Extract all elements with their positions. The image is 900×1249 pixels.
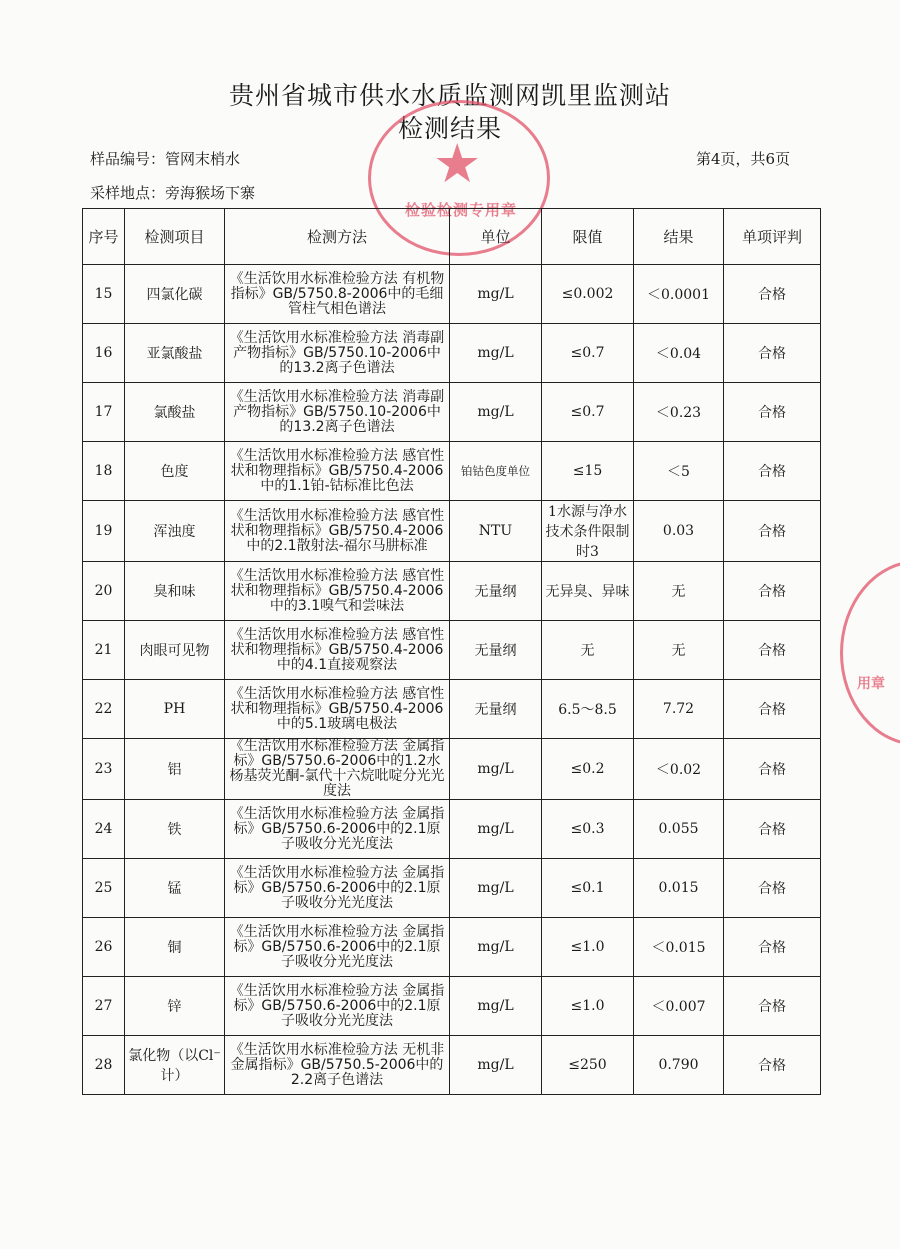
cell-method: 《生活饮用水标准检验方法 金属指标》GB/5750.6-2006中的2.1原子吸收分光光度法 xyxy=(225,859,450,918)
table-row xyxy=(83,383,821,442)
cell-item: 浑浊度 xyxy=(125,501,225,562)
cell-item: 锰 xyxy=(125,859,225,918)
cell-item: 铁 xyxy=(125,800,225,859)
table-row xyxy=(83,800,821,859)
header-item: 检测项目 xyxy=(125,209,225,265)
header-result: 结果 xyxy=(634,209,724,265)
cell-no: 23 xyxy=(83,739,125,800)
cell-no: 25 xyxy=(83,859,125,918)
cell-no: 20 xyxy=(83,562,125,621)
cell-unit: mg/L xyxy=(450,800,542,859)
cell-verdict: 合格 xyxy=(724,265,821,324)
cell-verdict: 合格 xyxy=(724,739,821,800)
cell-method: 《生活饮用水标准检验方法 金属指标》GB/5750.6-2006中的2.1原子吸收分光光度法 xyxy=(225,800,450,859)
cell-method: 《生活饮用水标准检验方法 消毒副产物指标》GB/5750.10-2006中的13.2离子色谱法 xyxy=(225,324,450,383)
partial-seal xyxy=(840,560,900,746)
cell-unit: mg/L xyxy=(450,859,542,918)
cell-verdict: 合格 xyxy=(724,680,821,739)
seal-star-icon: ★ xyxy=(433,132,482,195)
sampling-location-value: 旁海猴场下寨 xyxy=(165,184,256,202)
cell-verdict: 合格 xyxy=(724,324,821,383)
table-row xyxy=(83,324,821,383)
results-table xyxy=(82,208,821,1095)
cell-limit: 无 xyxy=(542,621,634,680)
cell-method: 《生活饮用水标准检验方法 金属指标》GB/5750.6-2006中的1.2水杨基荧光酮-氯代十六烷吡啶分光光度法 xyxy=(225,739,450,800)
table-row xyxy=(83,918,821,977)
cell-no: 28 xyxy=(83,1036,125,1095)
cell-item: 氯化物（以Cl⁻计） xyxy=(125,1036,225,1095)
cell-limit: ≤1.0 xyxy=(542,977,634,1036)
cell-limit: ≤0.002 xyxy=(542,265,634,324)
table-row xyxy=(83,1036,821,1095)
cell-method: 《生活饮用水标准检验方法 有机物指标》GB/5750.8-2006中的毛细管柱气相色谱法 xyxy=(225,265,450,324)
table-row xyxy=(83,739,821,800)
cell-no: 26 xyxy=(83,918,125,977)
table-row xyxy=(83,621,821,680)
cell-unit: 无量纲 xyxy=(450,621,542,680)
cell-limit: ≤0.7 xyxy=(542,324,634,383)
table-row xyxy=(83,442,821,501)
cell-verdict: 合格 xyxy=(724,501,821,562)
cell-result: ＜0.23 xyxy=(634,383,724,442)
cell-item: PH xyxy=(125,680,225,739)
cell-unit: mg/L xyxy=(450,977,542,1036)
cell-limit: ≤0.3 xyxy=(542,800,634,859)
cell-result: 0.055 xyxy=(634,800,724,859)
cell-method: 《生活饮用水标准检验方法 感官性状和物理指标》GB/5750.4-2006中的5.1玻璃电极法 xyxy=(225,680,450,739)
cell-item: 铜 xyxy=(125,918,225,977)
cell-no: 16 xyxy=(83,324,125,383)
cell-verdict: 合格 xyxy=(724,918,821,977)
cell-no: 24 xyxy=(83,800,125,859)
cell-unit: mg/L xyxy=(450,324,542,383)
cell-no: 22 xyxy=(83,680,125,739)
cell-unit: mg/L xyxy=(450,739,542,800)
cell-unit: 无量纲 xyxy=(450,562,542,621)
cell-result: ＜0.015 xyxy=(634,918,724,977)
cell-result: 无 xyxy=(634,562,724,621)
cell-method: 《生活饮用水标准检验方法 金属指标》GB/5750.6-2006中的2.1原子吸收分光光度法 xyxy=(225,977,450,1036)
sample-number-label: 样品编号： xyxy=(90,150,166,168)
cell-result: ＜0.007 xyxy=(634,977,724,1036)
report-title: 贵州省城市供水水质监测网凯里监测站 xyxy=(228,81,671,110)
header-unit: 单位 xyxy=(450,209,542,265)
partial-seal-text: 用章 xyxy=(857,676,885,692)
report-subtitle: 检测结果 xyxy=(397,114,502,143)
cell-verdict: 合格 xyxy=(724,442,821,501)
cell-limit: ≤0.1 xyxy=(542,859,634,918)
cell-item: 铝 xyxy=(125,739,225,800)
cell-unit: mg/L xyxy=(450,383,542,442)
table-row xyxy=(83,562,821,621)
cell-unit: mg/L xyxy=(450,918,542,977)
sample-number xyxy=(90,148,240,169)
cell-limit: ≤1.0 xyxy=(542,918,634,977)
cell-method: 《生活饮用水标准检验方法 无机非金属指标》GB/5750.5-2006中的2.2离子色谱法 xyxy=(225,1036,450,1095)
page-info: 第4页，共6页 xyxy=(696,150,791,168)
cell-method: 《生活饮用水标准检验方法 感官性状和物理指标》GB/5750.4-2006中的3.1嗅气和尝味法 xyxy=(225,562,450,621)
sampling-location xyxy=(90,182,255,203)
cell-item: 亚氯酸盐 xyxy=(125,324,225,383)
header-verdict: 单项评判 xyxy=(724,209,821,265)
table-row xyxy=(83,501,821,562)
cell-result: ＜0.02 xyxy=(634,739,724,800)
table-row xyxy=(83,265,821,324)
cell-no: 17 xyxy=(83,383,125,442)
cell-no: 21 xyxy=(83,621,125,680)
cell-unit: NTU xyxy=(450,501,542,562)
cell-result: 0.015 xyxy=(634,859,724,918)
cell-limit: ≤250 xyxy=(542,1036,634,1095)
cell-no: 15 xyxy=(83,265,125,324)
cell-result: 0.790 xyxy=(634,1036,724,1095)
table-row xyxy=(83,977,821,1036)
cell-method: 《生活饮用水标准检验方法 感官性状和物理指标》GB/5750.4-2006中的4.1直接观察法 xyxy=(225,621,450,680)
cell-limit: ≤15 xyxy=(542,442,634,501)
cell-result: 无 xyxy=(634,621,724,680)
cell-no: 18 xyxy=(83,442,125,501)
cell-unit: 无量纲 xyxy=(450,680,542,739)
seal-text: 检验检测专用章 xyxy=(404,201,517,219)
cell-verdict: 合格 xyxy=(724,383,821,442)
sample-number-value: 管网末梢水 xyxy=(165,150,241,168)
cell-limit: ≤0.7 xyxy=(542,383,634,442)
cell-item: 肉眼可见物 xyxy=(125,621,225,680)
header-limit: 限值 xyxy=(542,209,634,265)
cell-method: 《生活饮用水标准检验方法 消毒副产物指标》GB/5750.10-2006中的13.2离子色谱法 xyxy=(225,383,450,442)
table-row xyxy=(83,680,821,739)
cell-no: 19 xyxy=(83,501,125,562)
cell-item: 臭和味 xyxy=(125,562,225,621)
cell-verdict: 合格 xyxy=(724,859,821,918)
cell-method: 《生活饮用水标准检验方法 感官性状和物理指标》GB/5750.4-2006中的1.1铂-钴标准比色法 xyxy=(225,442,450,501)
cell-unit: mg/L xyxy=(450,265,542,324)
cell-limit: 无异臭、异味 xyxy=(542,562,634,621)
cell-verdict: 合格 xyxy=(724,621,821,680)
cell-verdict: 合格 xyxy=(724,562,821,621)
cell-unit: 铂钴色度单位 xyxy=(450,442,542,501)
cell-no: 27 xyxy=(83,977,125,1036)
cell-result: 7.72 xyxy=(634,680,724,739)
cell-unit: mg/L xyxy=(450,1036,542,1095)
header-method: 检测方法 xyxy=(225,209,450,265)
cell-limit: 1水源与净水技术条件限制时3 xyxy=(542,501,634,562)
cell-item: 氯酸盐 xyxy=(125,383,225,442)
table-row xyxy=(83,859,821,918)
cell-method: 《生活饮用水标准检验方法 金属指标》GB/5750.6-2006中的2.1原子吸收分光光度法 xyxy=(225,918,450,977)
cell-item: 四氯化碳 xyxy=(125,265,225,324)
cell-verdict: 合格 xyxy=(724,1036,821,1095)
cell-method: 《生活饮用水标准检验方法 感官性状和物理指标》GB/5750.4-2006中的2.1散射法-福尔马肼标准 xyxy=(225,501,450,562)
cell-limit: 6.5～8.5 xyxy=(542,680,634,739)
sampling-location-label: 采样地点： xyxy=(90,184,166,202)
cell-verdict: 合格 xyxy=(724,800,821,859)
cell-limit: ≤0.2 xyxy=(542,739,634,800)
cell-result: ＜0.04 xyxy=(634,324,724,383)
cell-item: 锌 xyxy=(125,977,225,1036)
cell-result: ＜5 xyxy=(634,442,724,501)
table-header-row xyxy=(83,209,821,265)
header-no: 序号 xyxy=(83,209,125,265)
cell-result: ＜0.0001 xyxy=(634,265,724,324)
cell-verdict: 合格 xyxy=(724,977,821,1036)
cell-result: 0.03 xyxy=(634,501,724,562)
cell-item: 色度 xyxy=(125,442,225,501)
